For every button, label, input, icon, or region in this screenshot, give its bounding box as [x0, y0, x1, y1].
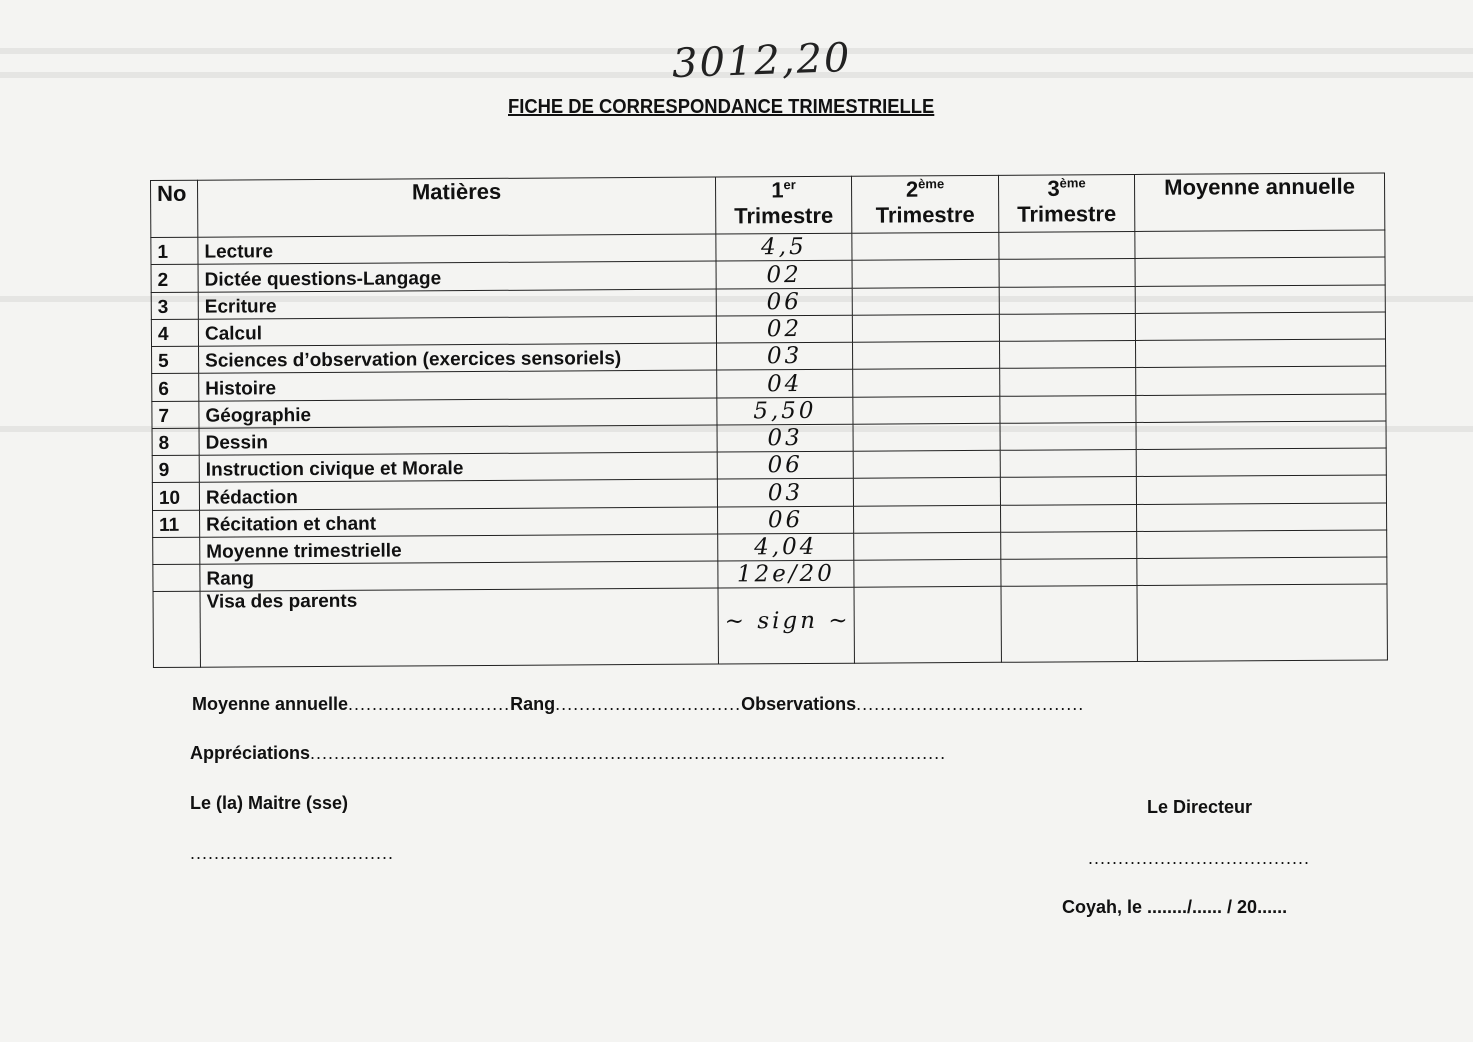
grade-trimester-3	[1000, 395, 1136, 423]
grade-value: 4,5	[761, 234, 807, 261]
header-trimester-3-suffix: ème	[1059, 175, 1086, 191]
subject-name: Histoire	[199, 370, 717, 400]
teacher-label: Le (la) Maitre (sse)	[190, 793, 349, 813]
place-date: Coyah, le ......../...... / 20......	[1062, 897, 1288, 917]
grade-trimester-3	[999, 259, 1135, 287]
grade-annual	[1135, 339, 1385, 368]
grade-trimester-2	[853, 341, 1000, 369]
rank-no	[153, 564, 200, 592]
subject-name: Sciences d’observation (exercices sensoriels)	[199, 343, 717, 373]
visa-no	[153, 591, 200, 667]
grade-annual	[1135, 230, 1385, 259]
annual-average-label: Moyenne annuelle	[192, 694, 349, 714]
grade-trimester-3	[1001, 504, 1137, 532]
grade-annual	[1135, 257, 1385, 286]
observations-label: Observations	[741, 694, 857, 714]
header-trimester-1-word: Trimestre	[734, 203, 834, 229]
grade-trimester-1	[718, 506, 854, 534]
table-header-row	[151, 173, 1385, 238]
teacher-signature-field[interactable]: ..................................	[190, 843, 395, 863]
visa-label: Visa des parents	[200, 588, 718, 667]
row-number: 11	[153, 510, 200, 538]
appreciations-field[interactable]: ..........................................................................................................	[310, 743, 947, 763]
grade-trimester-3	[999, 286, 1135, 314]
rank-footer-field[interactable]: ...............................	[555, 694, 742, 714]
grades-table	[150, 172, 1388, 668]
appreciations-line	[190, 743, 946, 764]
subject-name: Instruction civique et Morale	[199, 452, 717, 482]
grade-trimester-3	[1000, 340, 1136, 368]
grade-trimester-3	[999, 231, 1135, 259]
grade-trimester-2	[853, 478, 1000, 506]
grade-value: 06	[767, 506, 804, 533]
average-t2	[854, 532, 1001, 560]
grade-trimester-2	[854, 505, 1001, 533]
grade-trimester-1	[717, 451, 853, 479]
rank-t1-value: 12e/20	[736, 561, 835, 588]
row-number: 4	[151, 319, 198, 347]
rank-t1	[718, 560, 854, 588]
header-trimester-2-number: 2	[905, 176, 919, 202]
average-t3	[1001, 531, 1137, 559]
average-label: Moyenne trimestrielle	[200, 534, 718, 564]
grade-value: 04	[767, 370, 803, 397]
subject-name: Lecture	[198, 234, 716, 264]
grade-trimester-2	[853, 423, 1000, 451]
average-no	[153, 537, 200, 565]
subject-name: Dessin	[199, 425, 717, 455]
row-number: 3	[151, 292, 198, 320]
row-number: 7	[152, 401, 199, 429]
grade-annual	[1136, 475, 1386, 504]
header-trimester-2-word: Trimestre	[875, 202, 975, 228]
grade-trimester-2	[853, 450, 1000, 478]
header-trimester-2-suffix: ème	[918, 176, 945, 192]
rank-footer-label: Rang	[510, 694, 556, 714]
subject-name: Ecriture	[198, 289, 716, 319]
rank-t2	[854, 559, 1001, 587]
row-number: 6	[152, 373, 199, 401]
grade-annual	[1136, 393, 1386, 422]
visa-t3	[1001, 586, 1137, 663]
row-number: 8	[152, 428, 199, 456]
grade-annual	[1136, 421, 1386, 450]
grade-trimester-1	[716, 315, 852, 343]
grade-trimester-3	[1000, 422, 1136, 450]
grade-trimester-1	[717, 478, 853, 506]
rank-label: Rang	[200, 561, 718, 591]
header-trimester-3-number: 3	[1047, 175, 1060, 201]
grade-trimester-1	[717, 342, 853, 370]
subject-name: Calcul	[198, 316, 716, 346]
header-trimester-1-suffix: er	[783, 177, 796, 193]
grade-value: 03	[767, 425, 803, 452]
average-annual	[1137, 530, 1387, 559]
grade-trimester-1	[717, 369, 853, 397]
grade-trimester-2	[853, 369, 1000, 397]
annual-average-field[interactable]: ...........................	[348, 694, 511, 714]
parent-signature: ~ sign ~	[724, 607, 851, 635]
grade-trimester-1	[716, 260, 852, 288]
grade-annual	[1136, 366, 1386, 395]
grade-trimester-3	[1000, 368, 1136, 396]
grade-annual	[1136, 502, 1386, 531]
grade-trimester-3	[1000, 477, 1136, 505]
grade-trimester-2	[852, 260, 999, 288]
grade-value: 06	[766, 288, 802, 315]
visa-t1	[718, 587, 854, 664]
grade-trimester-1	[717, 424, 853, 452]
header-trimester-1-number: 1	[771, 177, 784, 203]
row-number: 2	[151, 264, 198, 292]
subject-name: Dictée questions-Langage	[198, 261, 716, 291]
row-number: 9	[152, 455, 199, 483]
row-number: 10	[152, 482, 199, 510]
grade-trimester-3	[999, 313, 1135, 341]
grade-value: 02	[766, 261, 802, 288]
row-number: 5	[152, 346, 199, 374]
header-annual-average: Moyenne annuelle	[1134, 173, 1384, 232]
grade-trimester-2	[853, 396, 1000, 424]
grade-annual	[1136, 448, 1386, 477]
header-trimester-3	[998, 174, 1134, 232]
grade-value: 06	[767, 452, 803, 479]
visa-t2	[854, 587, 1001, 664]
grade-value: 02	[766, 316, 803, 343]
grade-trimester-1	[716, 288, 852, 316]
grade-trimester-1	[717, 397, 853, 425]
average-t1	[718, 533, 854, 561]
header-no: No	[151, 180, 198, 237]
header-trimester-1	[715, 176, 851, 234]
subject-name: Récitation et chant	[200, 507, 718, 537]
subject-name: Rédaction	[199, 479, 717, 509]
grade-trimester-1	[716, 233, 852, 261]
observations-field[interactable]: ......................................	[856, 694, 1085, 714]
row-number: 1	[151, 237, 198, 265]
rank-t3	[1001, 558, 1137, 586]
header-trimester-2	[851, 175, 998, 233]
grade-annual	[1135, 284, 1385, 313]
header-subject: Matières	[198, 177, 716, 237]
appreciations-label: Appréciations	[190, 743, 311, 763]
grade-value: 5,50	[753, 397, 817, 425]
director-signature-field[interactable]: .....................................	[1088, 848, 1311, 868]
rank-annual	[1137, 557, 1387, 586]
header-trimester-3-word: Trimestre	[1017, 201, 1117, 228]
visa-annual	[1137, 584, 1387, 661]
form-title: FICHE DE CORRESPONDANCE TRIMESTRIELLE	[508, 96, 935, 118]
handwritten-document-number: 3012,20	[671, 34, 853, 88]
parents-visa-row	[153, 584, 1387, 667]
footer-summary-line	[192, 694, 1084, 715]
subject-name: Géographie	[199, 398, 717, 428]
average-t1-value: 4,04	[754, 533, 818, 561]
grade-trimester-2	[852, 314, 999, 342]
director-label: Le Directeur	[1147, 797, 1253, 817]
grade-value: 03	[767, 479, 804, 506]
grade-trimester-3	[1000, 449, 1136, 477]
grade-trimester-2	[852, 232, 999, 260]
grade-value: 03	[766, 343, 803, 370]
grade-trimester-2	[852, 287, 999, 315]
grade-annual	[1135, 312, 1385, 341]
